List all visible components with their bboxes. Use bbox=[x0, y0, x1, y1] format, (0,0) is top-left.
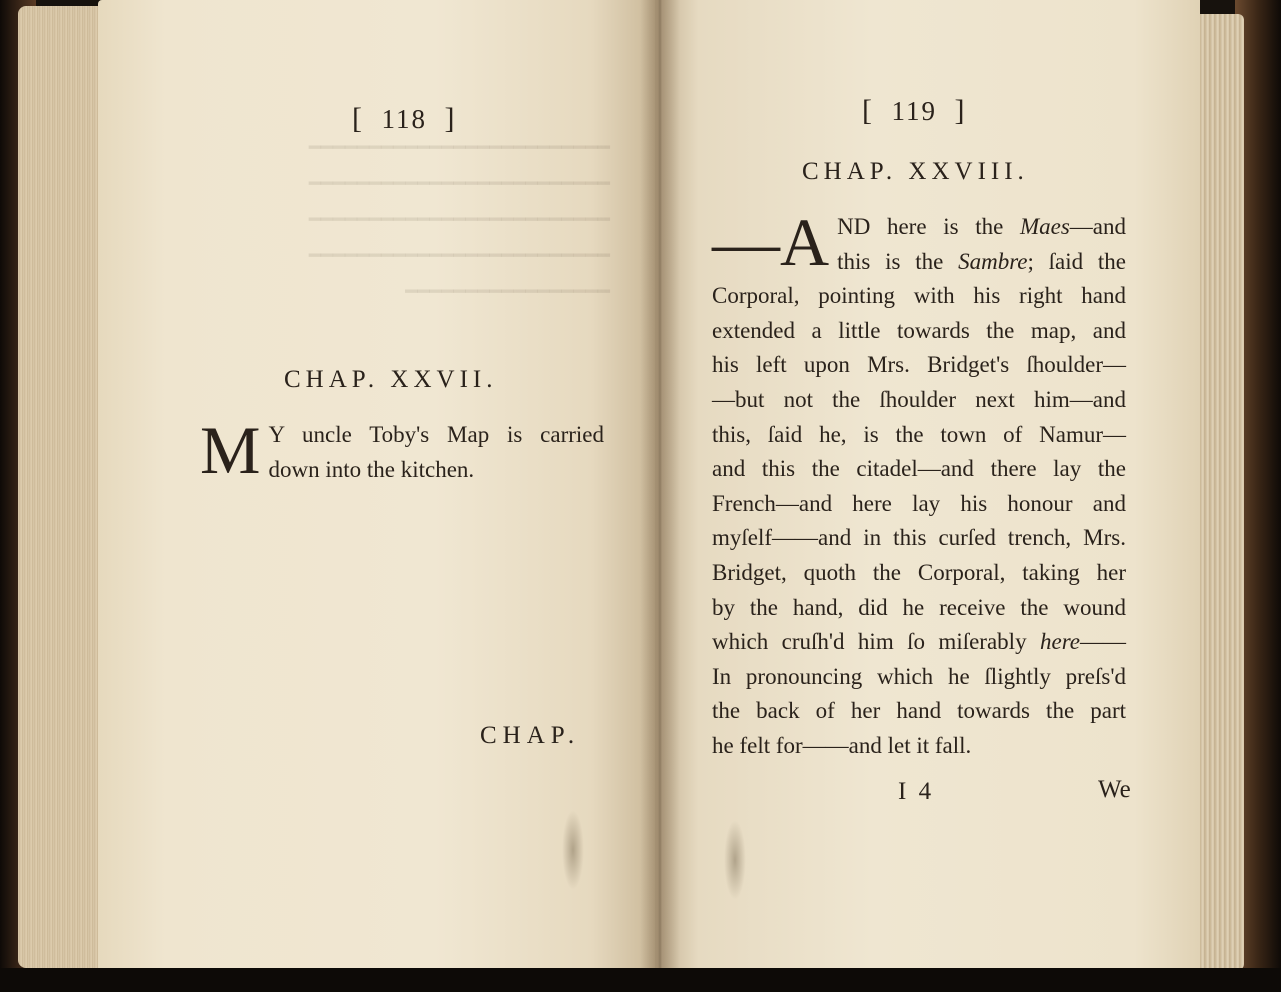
right-text-line: Corporal, pointing with his right hand bbox=[712, 283, 1126, 309]
right-text-line: which cruſh'd him ſo miſerably here—— bbox=[712, 629, 1126, 655]
left-chapter-text bbox=[200, 412, 604, 488]
page-smudge bbox=[562, 810, 584, 890]
table-surface bbox=[0, 968, 1281, 992]
show-through-text: ━━━━━━━━━━━━━━━━━━━━━━━━━ ━━━━━━━━━━━━━━━━━━━━━━━━━ ━━━━━━━━━━━━━━━━━━━━━━━━━ ━━━━━━━━━━━━━━━━━━━━━━━━━ ━━━━━━━━━━━━━━━━━ bbox=[308, 137, 610, 303]
right-text-line: the back of her hand towards the part bbox=[712, 698, 1126, 724]
left-catchword: CHAP. bbox=[480, 722, 581, 749]
page-edges-left bbox=[18, 6, 108, 968]
right-text-line: and this the citadel—and there lay the bbox=[712, 456, 1126, 482]
page-smudge bbox=[724, 820, 746, 900]
right-chapter-heading: CHAP. XXVIII. bbox=[802, 158, 1029, 185]
signature-mark: I 4 bbox=[898, 778, 935, 805]
left-text-line: down into the kitchen. bbox=[268, 456, 475, 482]
left-chapter-heading: CHAP. XXVII. bbox=[284, 366, 498, 393]
page-edges-right bbox=[1196, 14, 1244, 970]
right-text-line: Bridget, quoth the Corporal, taking her bbox=[712, 559, 1126, 585]
right-text-line: ND here is the Maes—and bbox=[837, 214, 1126, 239]
right-text-line: In pronouncing which he ſlightly preſs'd bbox=[712, 663, 1126, 689]
right-chapter-text bbox=[712, 204, 1127, 764]
right-catchword: We bbox=[1098, 776, 1131, 803]
right-text-line: myſelf——and in this curſed trench, Mrs. bbox=[712, 525, 1126, 551]
right-text-line: he felt for——and let it fall. bbox=[712, 732, 972, 758]
right-text-line: his left upon Mrs. Bridget's ſhoulder— bbox=[712, 352, 1126, 378]
right-text-line: French—and here lay his honour and bbox=[712, 490, 1126, 516]
left-text-line: Y uncle Toby's Map is carried bbox=[268, 422, 604, 447]
left-page-number: [ 118 ] bbox=[352, 102, 457, 135]
right-page-number: [ 119 ] bbox=[862, 94, 967, 127]
right-text-line: extended a little towards the map, and bbox=[712, 317, 1126, 343]
right-text-line: this, ſaid he, is the town of Namur— bbox=[712, 421, 1126, 447]
right-text-line: this is the Sambre; ſaid the bbox=[837, 248, 1127, 274]
left-drop-cap: M bbox=[200, 412, 261, 488]
gutter-shadow bbox=[640, 0, 680, 975]
right-drop-cap: —A bbox=[712, 204, 830, 280]
right-text-line: —but not the ſhoulder next him—and bbox=[712, 386, 1126, 412]
right-text-line: by the hand, did he receive the wound bbox=[712, 594, 1126, 620]
